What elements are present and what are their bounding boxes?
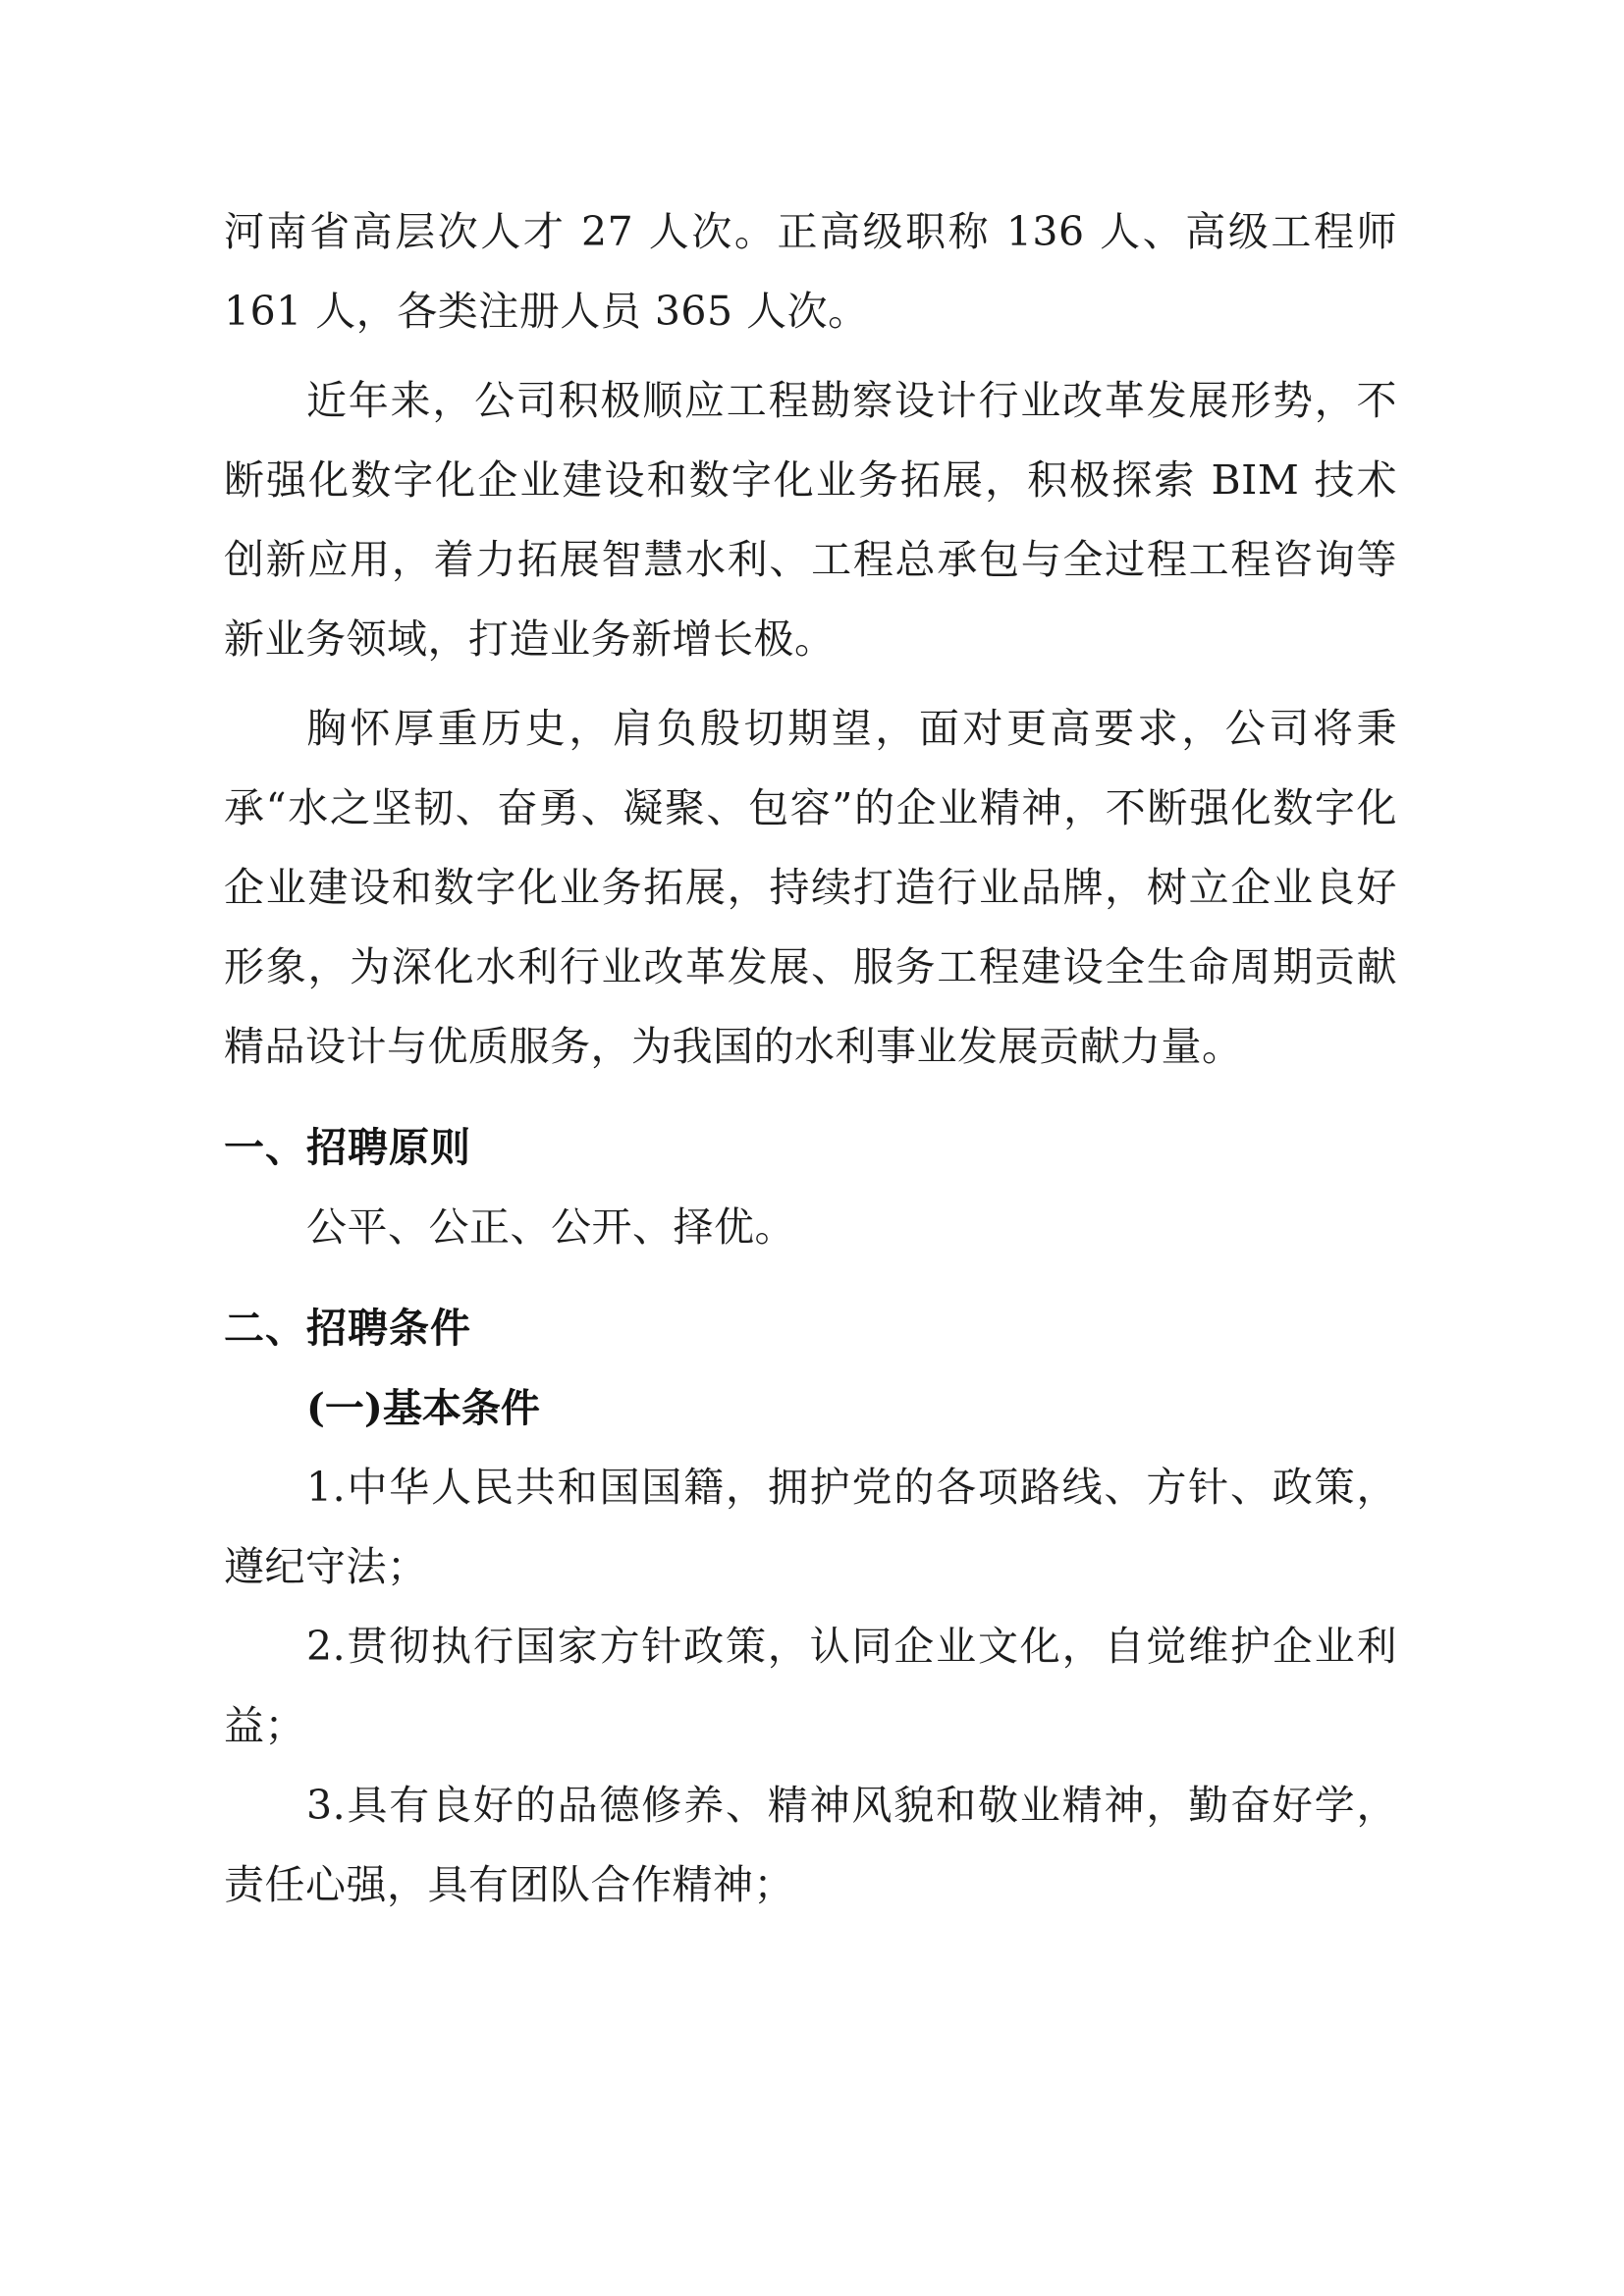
- paragraph-company-spirit: 胸怀厚重历史，肩负殷切期望，面对更高要求，公司将秉承“水之坚韧、奋勇、凝聚、包容”的企业精神，不断强化数字化企业建设和数字化业务拓展，持续打造行业品牌，树立企业良好形象，为深化水利行业改革发展、服务工程建设全生命周期贡献精品设计与优质服务，为我国的水利事业发展贡献力量。: [224, 705, 1397, 1070]
- heading-recruitment-conditions: [224, 1289, 1397, 1368]
- paragraph-condition-1: 1.中华人民共和国国籍，拥护党的各项路线、方针、政策，遵纪守法；: [224, 1464, 1397, 1590]
- paragraph-talent-stats: 河南省高层次人才 27 人次。正高级职称 136 人、高级工程师 161 人，各类注册人员 365 人次。: [224, 208, 1397, 335]
- paragraph-condition-2: 2.贯彻执行国家方针政策，认同企业文化，自觉维护企业利益；: [224, 1623, 1397, 1749]
- spacer: [224, 1087, 1397, 1108]
- paragraph-principles-detail: 公平、公正、公开、择优。: [306, 1203, 795, 1251]
- paragraph-digital-transformation: 近年来，公司积极顺应工程勘察设计行业改革发展形势，不断强化数字化企业建设和数字化业务拓展，积极探索 BIM 技术创新应用，着力拓展智慧水利、工程总承包与全过程工程咨询等新业务领域，打造业务新增长极。: [224, 377, 1397, 663]
- spacer: [224, 679, 1397, 689]
- heading-recruitment-principles: [224, 1108, 1397, 1188]
- document-body: [224, 192, 1397, 1925]
- subheading-basic-conditions: (一)基本条件: [306, 1385, 540, 1431]
- paragraph-condition-3: 3.具有良好的品德修养、精神风貌和敬业精神，勤奋好学，责任心强，具有团队合作精神；: [224, 1782, 1397, 1908]
- heading-text: 招聘原则: [306, 1124, 471, 1171]
- heading-number: 二、: [224, 1305, 306, 1352]
- heading-number: 一、: [224, 1124, 306, 1171]
- spacer: [224, 351, 1397, 361]
- heading-text: 招聘条件: [306, 1305, 471, 1352]
- spacer: [224, 1267, 1397, 1289]
